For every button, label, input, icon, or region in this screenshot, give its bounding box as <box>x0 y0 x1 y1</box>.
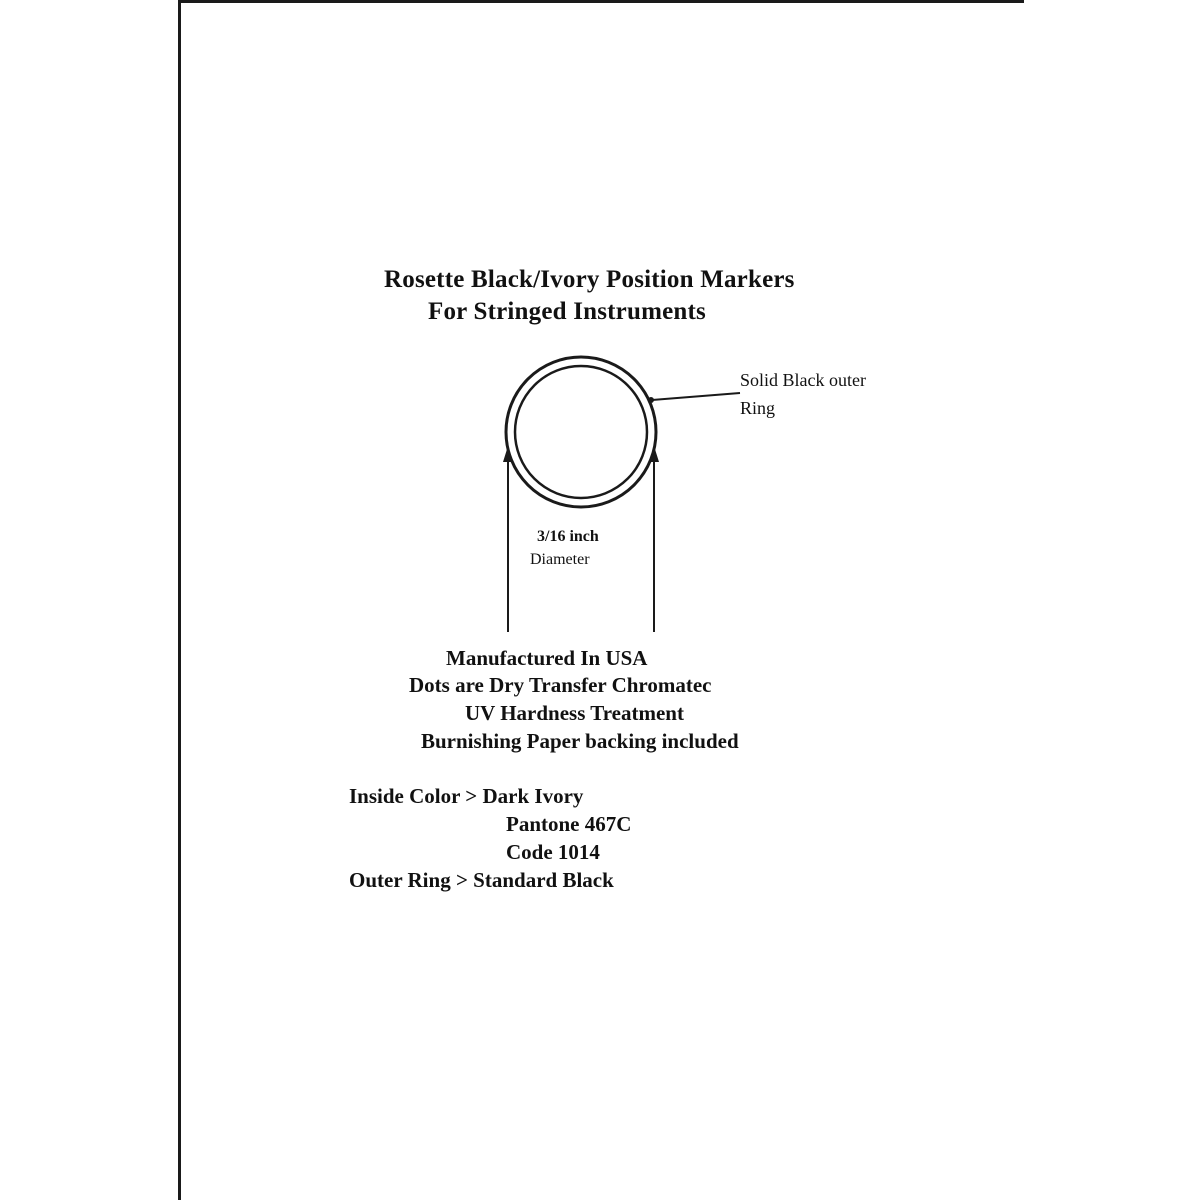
info-line-origin: Manufactured In USA <box>446 646 648 670</box>
spec-inside-color: Inside Color > Dark Ivory <box>349 784 584 808</box>
spec-outer-ring: Outer Ring > Standard Black <box>349 868 614 892</box>
inner-circle <box>515 366 647 498</box>
left-arrowhead <box>503 446 513 462</box>
info-line-treatment: UV Hardness Treatment <box>465 701 684 725</box>
outer-ring <box>506 357 656 507</box>
diameter-label: Diameter <box>530 551 590 568</box>
info-line-material: Dots are Dry Transfer Chromatec <box>409 673 712 697</box>
callout-leader-line <box>652 393 740 400</box>
callout-label-line-1: Solid Black outer <box>740 370 866 390</box>
callout-dot <box>648 397 654 403</box>
title-line-2: For Stringed Instruments <box>428 298 706 325</box>
info-line-backing: Burnishing Paper backing included <box>421 729 739 753</box>
right-arrowhead <box>649 446 659 462</box>
spec-pantone: Pantone 467C <box>506 812 632 836</box>
callout-label-line-2: Ring <box>740 398 776 418</box>
spec-code: Code 1014 <box>506 840 600 864</box>
title-line-1: Rosette Black/Ivory Position Markers <box>384 266 795 293</box>
diameter-value: 3/16 inch <box>537 528 599 545</box>
